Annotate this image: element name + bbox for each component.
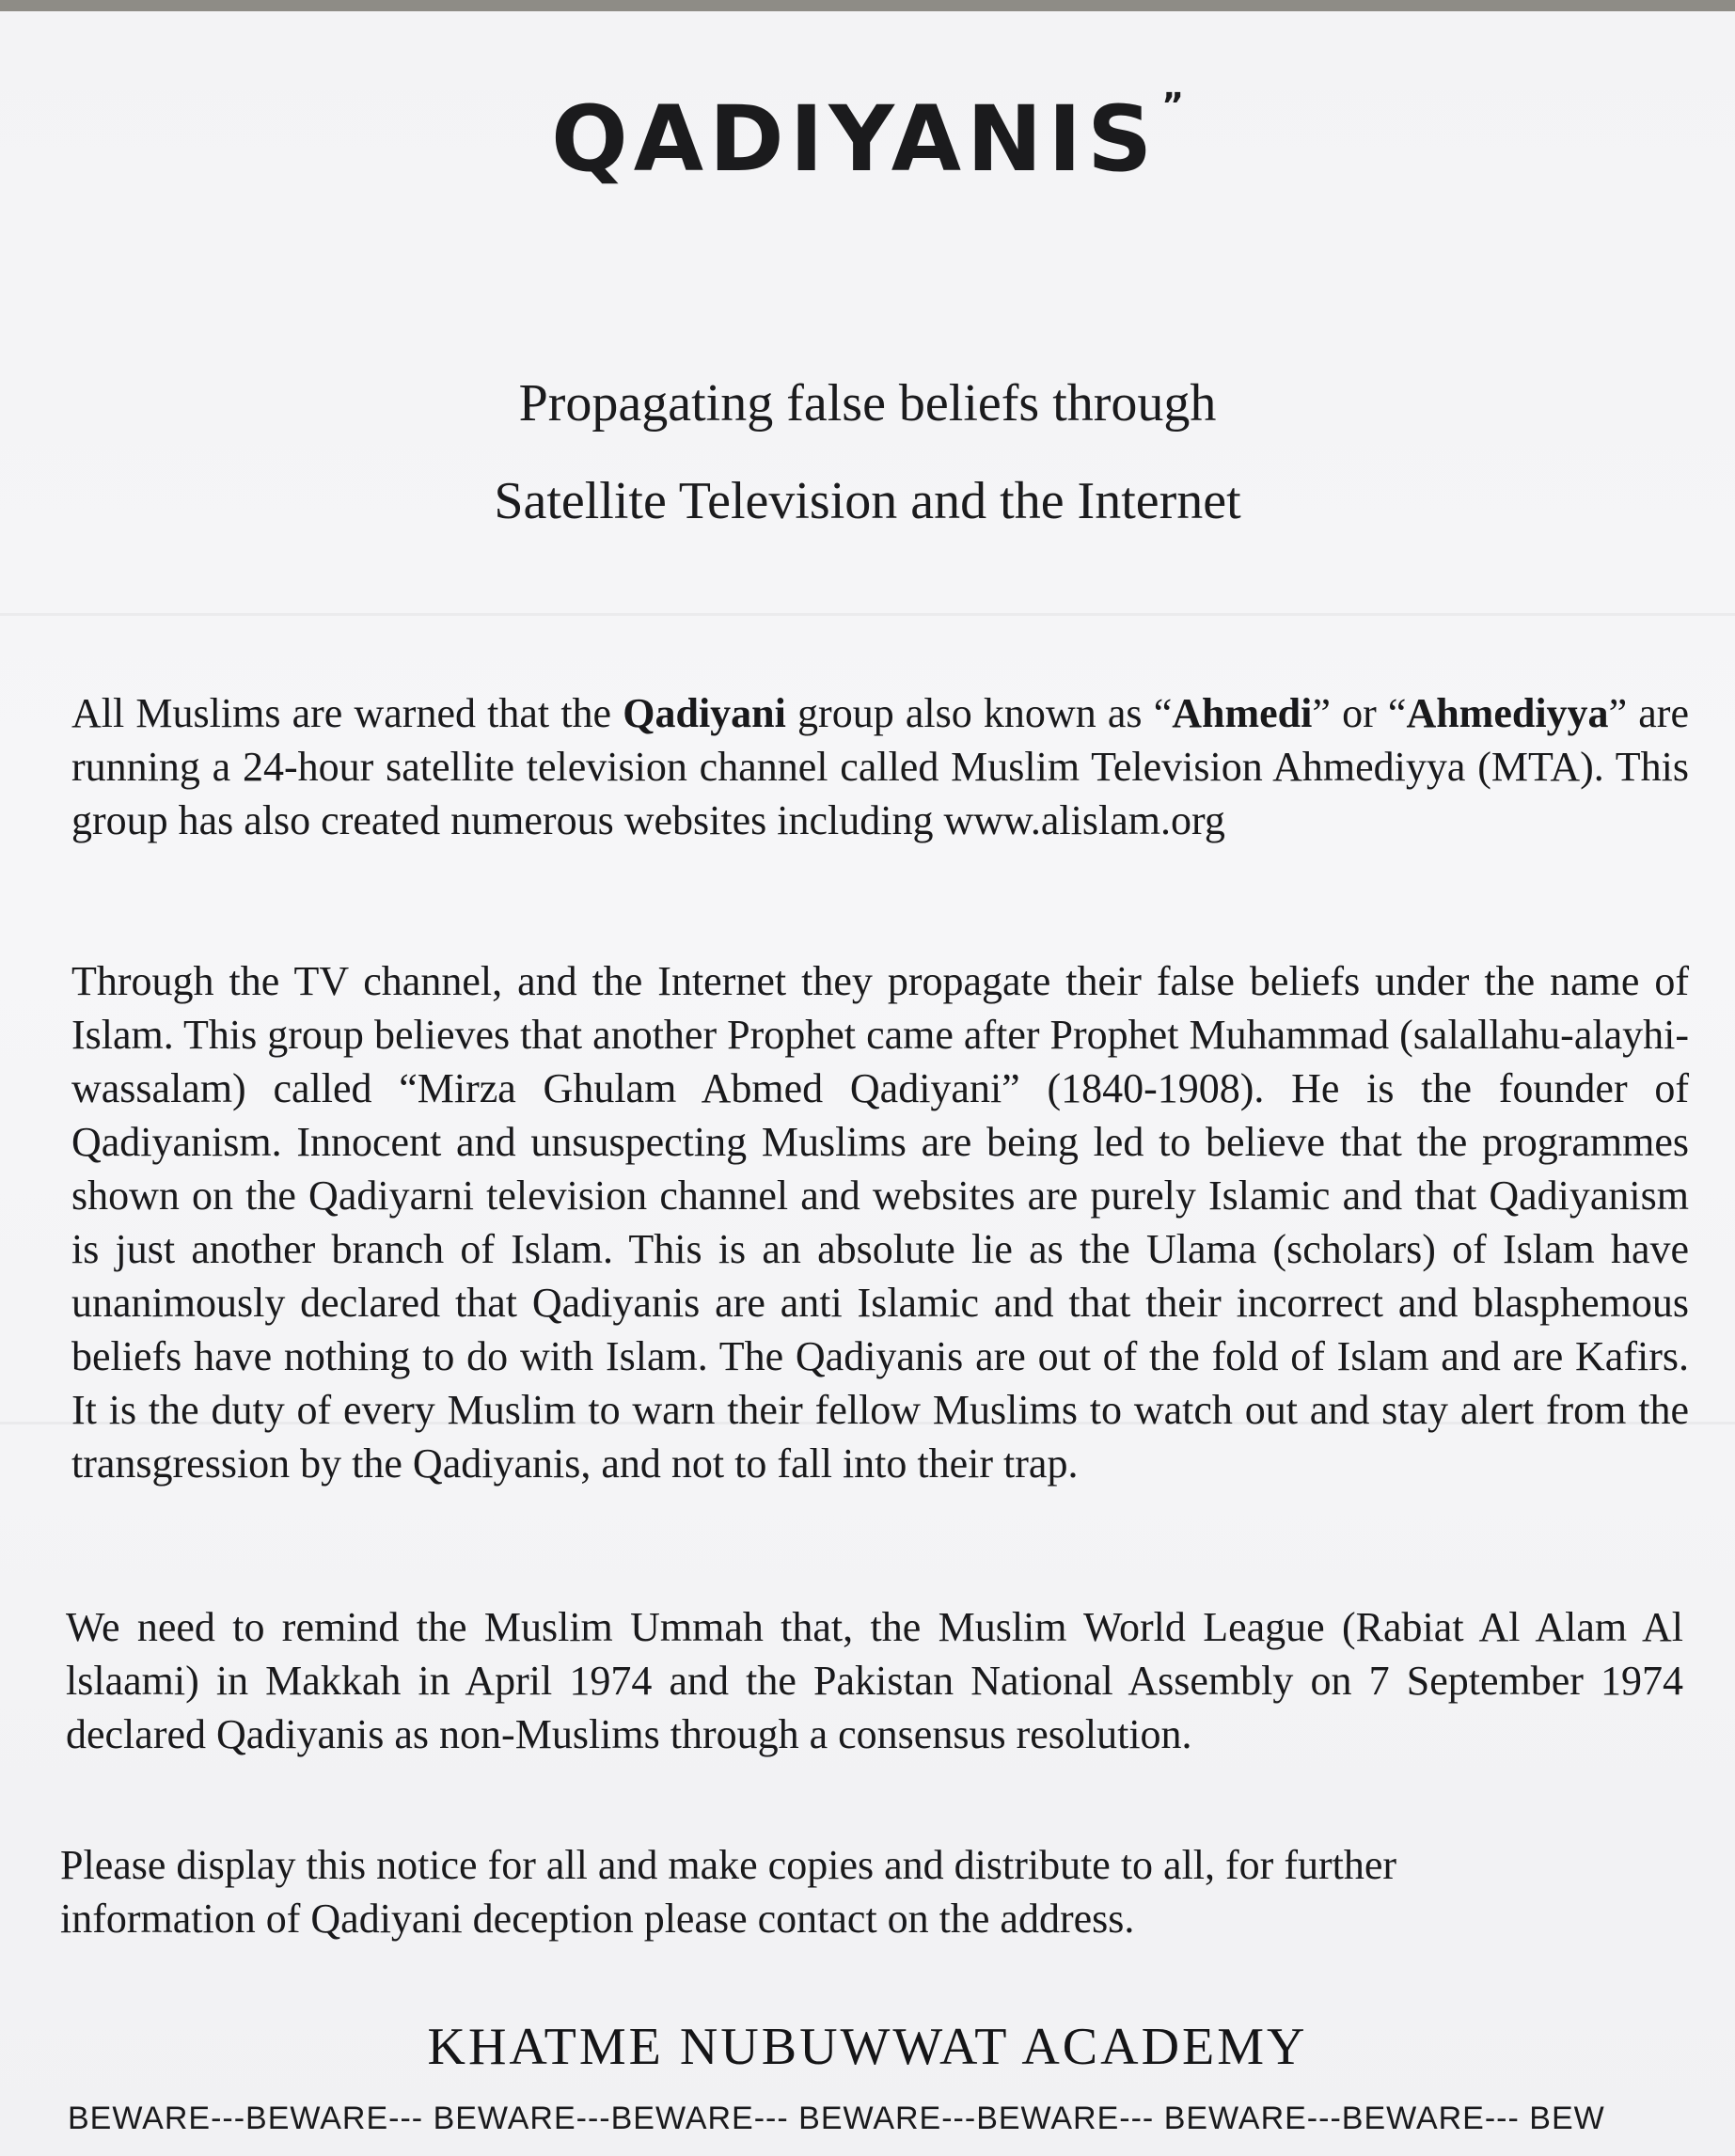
- masthead: [0, 87, 1735, 192]
- paragraph-1-text: ” or “: [1312, 690, 1407, 736]
- bold-term: Ahmedi: [1172, 690, 1313, 736]
- beware-strip: BEWARE---BEWARE--- BEWARE---BEWARE--- BEWARE---BEWARE--- BEWARE---BEWARE--- BEW: [68, 2101, 1605, 2136]
- subtitle-line-1: Propagating false beliefs through: [518, 374, 1217, 433]
- masthead-title: QADIYANIS: [551, 87, 1159, 192]
- notice-sheet: [0, 11, 1735, 2156]
- paragraph-1-text: All Muslims are warned that the: [71, 690, 623, 736]
- masthead-mark: ”: [1161, 87, 1184, 125]
- paragraph-1-text: ” are running a 24-hour satellite television channel called Muslim Television Ahmediyya (MTA). This group has also created numerous websites including www.alislam.org: [71, 690, 1689, 843]
- subtitle-line-2: Satellite Television and the Internet: [494, 472, 1241, 530]
- paragraph-1-text: group also known as “: [785, 690, 1173, 736]
- paragraph-3: We need to remind the Muslim Ummah that, the Muslim World League (Rabiat Al Alam Al lslaami) in Makkah in April 1974 and the Pakistan National Assembly on 7 September 1974 declared Qadiyanis as non-Muslims through a consensus resolution.: [66, 1604, 1683, 1757]
- academy-name: KHATME NUBUWWAT ACADEMY: [427, 2018, 1308, 2076]
- bold-term: Qadiyani: [623, 690, 786, 736]
- paragraph-4: Please display this notice for all and make copies and distribute to all, for further information of Qadiyani deception please contact on the address.: [60, 1842, 1397, 1942]
- paragraph-2: Through the TV channel, and the Internet they propagate their false beliefs under the name of Islam. This group believes that another Prophet came after Prophet Muhammad (salallahu-alayhi-wassalam) called “Mirza Ghulam Abmed Qadiyani” (1840-1908). He is the founder of Qadiyanism. Innocent and unsuspecting Muslims are being led to believe that the programmes shown on the Qadiyarni television channel and websites are purely Islamic and that Qadiyanism is just another branch of Islam. This is an absolute lie as the Ulama (scholars) of Islam have unanimously declared that Qadiyanis are anti Islamic and that their incorrect and blasphemous beliefs have nothing to do with Islam. The Qadiyanis are out of the fold of Islam and are Kafirs. It is the duty of every Muslim to warn their fellow Muslims to watch out and stay alert from the transgression by the Qadiyanis, and not to fall into their trap.: [71, 958, 1689, 1487]
- paragraph-1: [71, 686, 1689, 847]
- paper-fold: [0, 613, 1735, 616]
- bold-term: Ahmediyya: [1406, 690, 1609, 736]
- subtitle: [0, 354, 1735, 550]
